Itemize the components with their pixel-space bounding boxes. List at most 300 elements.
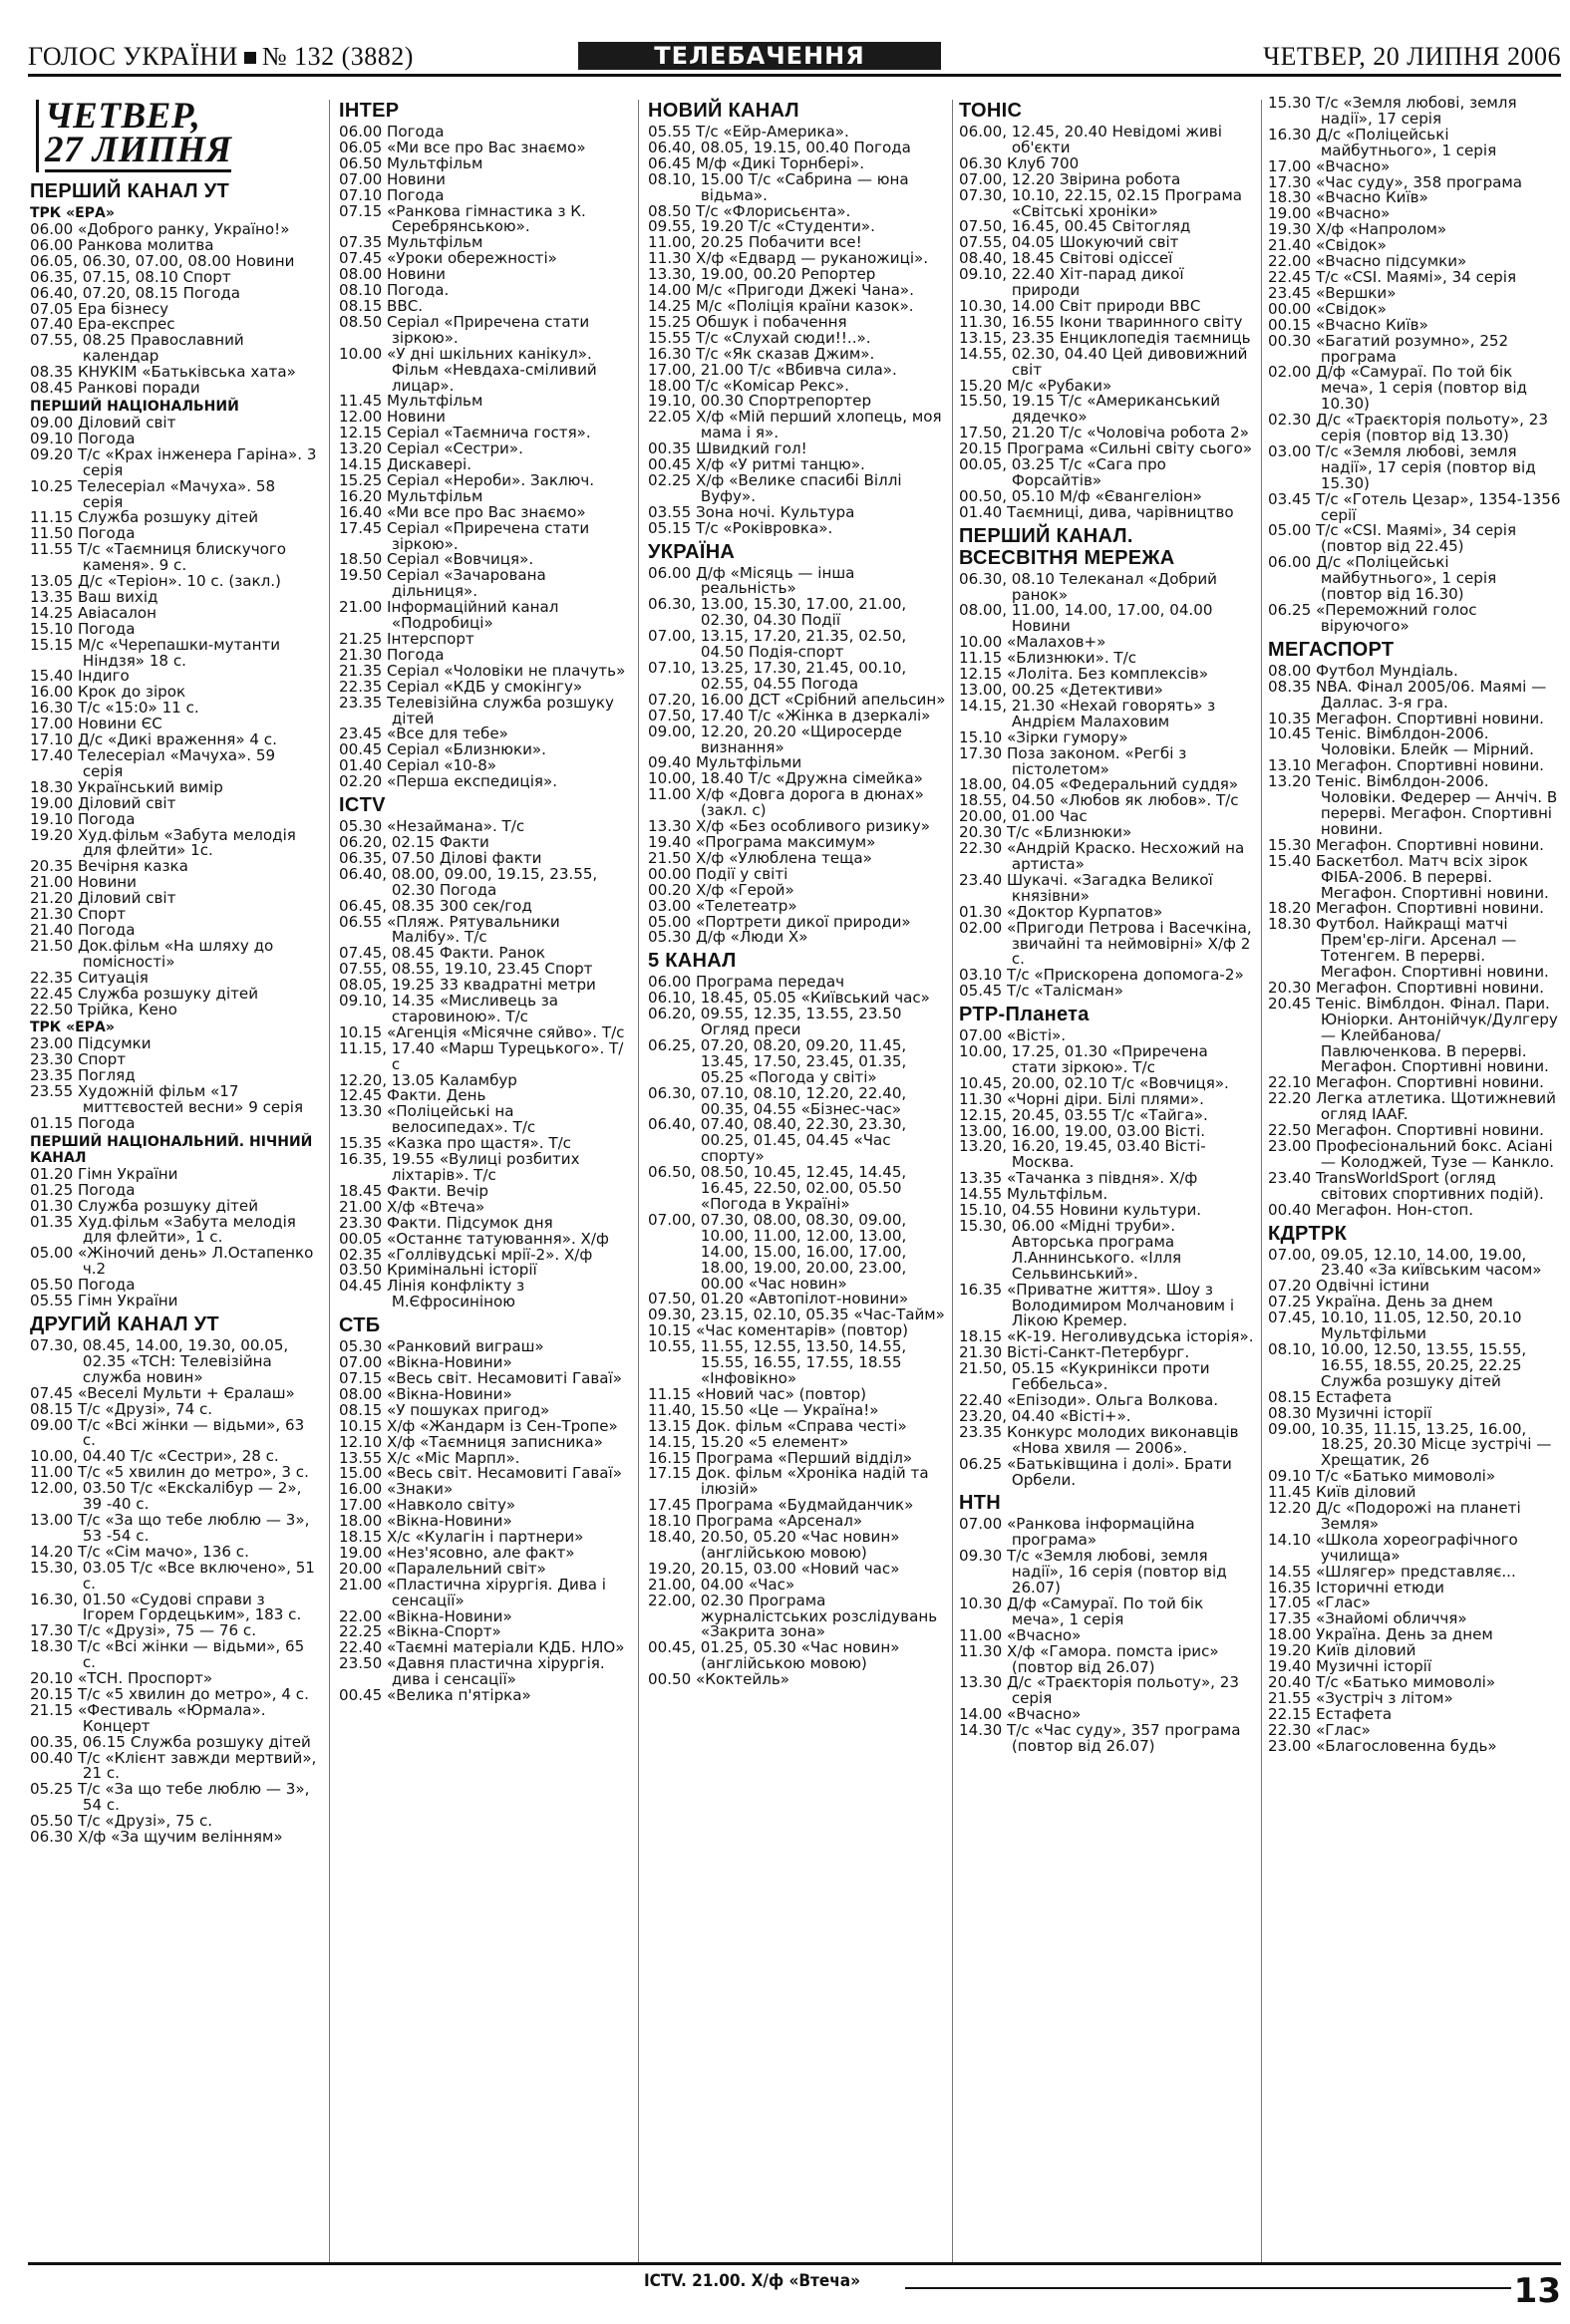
- program-entry: 08.00 Новини: [339, 265, 446, 284]
- program-entry: 21.00 Новини: [30, 873, 137, 892]
- program-entry: 18.10 Програма «Арсенал»: [648, 1512, 863, 1531]
- program-entry: 09.00 Діловий світ: [30, 413, 176, 432]
- program-entry: 06.10, 18.45, 05.05 «Київський час»: [648, 989, 930, 1008]
- channel-subheading: ТРК «ЕРА»: [30, 205, 115, 221]
- program-entry: 13.05 Д/с «Теріон». 10 с. (закл.): [30, 572, 281, 591]
- program-entry: 11.00 Т/с «5 хвилин до метро», 3 с.: [30, 1463, 309, 1482]
- program-entry: 12.15, 20.45, 03.55 Т/с «Тайга».: [959, 1105, 1208, 1124]
- program-entry: 11.30 Х/ф «Едвард — руканожиці».: [648, 249, 929, 268]
- program-entry: 11.30, 16.55 Ікони тваринного світу: [959, 312, 1243, 331]
- program-entry: 06.50, 08.50, 10.45, 12.45, 14.45, 16.45, 22.50, 02.00, 05.50 «Погода в Україні»: [648, 1163, 907, 1213]
- publication-name: ГОЛОС УКРАЇНИ: [28, 42, 238, 71]
- program-entry: 08.35 NBA. Фінал 2005/06. Маямі — Даллас. 3-я гра.: [1268, 677, 1547, 712]
- program-entry: 11.00 Х/ф «Довга дорога в дюнах» (закл. с): [648, 785, 924, 820]
- program-entry: 17.45 Серіал «Приречена стати зіркою».: [339, 518, 590, 553]
- program-entry: 01.30 Служба розшуку дітей: [30, 1196, 259, 1215]
- program-entry: 21.40 «Свідок»: [1268, 236, 1387, 255]
- program-entry: 07.50, 17.40 Т/с «Жінка в дзеркалі»: [648, 706, 931, 725]
- program-entry: 20.30 Мегафон. Спортивні новини.: [1268, 978, 1544, 997]
- program-entry: 13.30 «Поліцейські на велосипедах». Т/с: [339, 1102, 536, 1137]
- program-entry: 07.05 Ера бізнесу: [30, 299, 169, 318]
- program-entry: 11.30 «Чорні діри. Білі плями».: [959, 1089, 1204, 1108]
- channel-heading: ПЕРШИЙ КАНАЛ УТ: [30, 180, 229, 202]
- program-entry: 21.50 Х/ф «Улюблена теща»: [648, 848, 872, 867]
- program-entry: 06.55 «Пляж. Рятувальники Малібу». Т/с: [339, 912, 560, 947]
- program-entry: 21.00 Інформаційний канал «Подробиці»: [339, 598, 559, 633]
- program-entry: 07.00, 09.05, 12.10, 14.00, 19.00, 23.40 «За київським часом»: [1268, 1245, 1542, 1280]
- program-entry: 22.40 «Епізоди». Ольга Волкова.: [959, 1390, 1219, 1409]
- channel-heading: НОВИЙ КАНАЛ: [648, 100, 799, 122]
- program-entry: 01.15 Погода: [30, 1113, 136, 1132]
- program-entry: 17.10 Д/с «Дикі враження» 4 с.: [30, 730, 277, 749]
- program-entry: 10.35 Мегафон. Спортивні новини.: [1268, 709, 1544, 727]
- date-title-weekday: ЧЕТВЕР,: [45, 96, 201, 137]
- program-entry: 00.30 «Багатий розумно», 252 програма: [1268, 331, 1509, 366]
- program-entry: 23.00 Підсумки: [30, 1034, 152, 1053]
- program-entry: 06.00, 12.45, 20.40 Невідомі живі об'єкти: [959, 123, 1222, 156]
- program-entry: 06.30, 07.10, 08.10, 12.20, 22.40, 00.35, 04.55 «Бізнес-час»: [648, 1083, 907, 1118]
- program-entry: 17.30 «Час суду», 358 програма: [1268, 172, 1523, 191]
- program-entry: 05.55 Т/с «Ейр-Америка».: [648, 123, 849, 141]
- program-entry: 12.20 Д/с «Подорожі на планеті Земля»: [1268, 1499, 1521, 1533]
- program-entry: 12.20, 13.05 Каламбур: [339, 1070, 517, 1089]
- program-entry: 15.40 Баскетбол. Матч всіх зірок ФІБА-2006. В перерві. Мегафон. Спортивні новини.: [1268, 851, 1549, 902]
- program-entry: 22.30 «Глас»: [1268, 1720, 1371, 1739]
- program-entry: 18.00, 04.05 «Федеральний суддя»: [959, 775, 1239, 794]
- program-entry: 10.00, 04.40 Т/с «Сестри», 28 с.: [30, 1447, 279, 1466]
- listing-column-3: [648, 96, 947, 1688]
- program-entry: 23.35 Погляд: [30, 1066, 136, 1085]
- program-entry: 13.00, 16.00, 19.00, 03.00 Вісті.: [959, 1121, 1206, 1140]
- program-entry: 22.30 «Андрій Краско. Несхожий на артиста»: [959, 839, 1245, 873]
- program-entry: 14.25 М/с «Поліція країни казок».: [648, 296, 914, 315]
- program-entry: 13.15 Док. фільм «Справа честі»: [648, 1416, 907, 1435]
- program-entry: 04.45 Лінія конфлікту з М.Єфросиніною: [339, 1277, 525, 1311]
- program-entry: 15.25 Обшук і побачення: [648, 312, 847, 331]
- program-entry: 00.40 Т/с «Клієнт завжди мертвий», 21 с.: [30, 1748, 317, 1783]
- program-entry: 22.35 Серіал «КДБ у смокінгу»: [339, 677, 583, 696]
- program-entry: 14.00 «Вчасно»: [959, 1705, 1082, 1724]
- program-entry: 21.00 Х/ф «Втеча»: [339, 1197, 485, 1216]
- program-entry: 18.30 «Вчасно Київ»: [1268, 188, 1428, 207]
- program-entry: 07.35 Мультфільм: [339, 233, 483, 252]
- program-entry: 22.35 Ситуація: [30, 968, 149, 987]
- program-entry: 05.30 «Незаймана». Т/с: [339, 817, 525, 836]
- program-entry: 17.45 Програма «Будмайданчик»: [648, 1496, 914, 1515]
- program-entry: 06.00 Програма передач: [648, 973, 844, 992]
- program-entry: 00.05 «Останнє татуювання». Х/ф: [339, 1229, 609, 1248]
- program-entry: 07.00, 13.15, 17.20, 21.35, 02.50, 04.50 Подія-спорт: [648, 627, 907, 662]
- program-entry: 06.35, 07.15, 08.10 Спорт: [30, 267, 231, 286]
- program-entry: 09.30, 23.15, 02.10, 05.35 «Час-Тайм»: [648, 1306, 945, 1324]
- program-entry: 05.00 «Жіночий день» Л.Остапенко ч.2: [30, 1244, 314, 1279]
- program-entry: 16.30 Т/с «Як сказав Джим».: [648, 344, 875, 363]
- program-entry: 19.40 «Програма максимум»: [648, 832, 876, 851]
- channel-heading: 5 КАНАЛ: [648, 950, 737, 973]
- program-entry: 03.00 Т/с «Земля любові, земля надії», 17 серія (повтор від 15.30): [1268, 441, 1536, 492]
- program-entry: 18.00 Т/с «Комісар Рекс».: [648, 376, 849, 395]
- program-entry: 12.00 Новини: [339, 408, 446, 427]
- program-entry: 06.05, 06.30, 07.00, 08.00 Новини: [30, 251, 295, 270]
- program-entry: 10.30 Д/ф «Самураї. По той бік меча», 1 серія: [959, 1594, 1204, 1628]
- program-entry: 11.00, 20.25 Побачити все!: [648, 233, 862, 252]
- program-entry: 15.10 Погода: [30, 619, 136, 638]
- program-entry: 12.15 «Лоліта. Без комплексів»: [959, 665, 1209, 684]
- listing-column-4: [959, 96, 1256, 1755]
- program-entry: 15.50, 19.15 Т/с «Американський дядечко»: [959, 392, 1221, 427]
- program-entry: 03.50 Кримінальні історії: [339, 1261, 537, 1280]
- program-entry: 07.20 Одвічні істини: [1268, 1277, 1429, 1296]
- program-entry: 05.00 «Портрети дикої природи»: [648, 912, 911, 931]
- program-entry: 19.30 Х/ф «Напролом»: [1268, 220, 1447, 239]
- issue-date: ЧЕТВЕР, 20 ЛИПНЯ 2006: [1263, 42, 1561, 71]
- program-entry: 07.00 Новини: [339, 169, 446, 188]
- program-entry: 16.30 Д/с «Поліцейські майбутнього», 1 серія: [1268, 125, 1497, 159]
- program-entry: 17.00, 21.00 Т/с «Вбивча сила».: [648, 360, 897, 379]
- program-entry: 06.30, 13.00, 15.30, 17.00, 21.00, 02.30, 04.30 Події: [648, 595, 907, 630]
- program-entry: 10.45 Теніс. Вімблдон-2006. Чоловіки. Блейк — Мірний.: [1268, 725, 1534, 759]
- program-entry: 18.00 «Вікна-Новини»: [339, 1512, 512, 1531]
- program-entry: 03.10 Т/с «Прискорена допомога-2»: [959, 966, 1244, 985]
- channel-heading: ТОНІС: [959, 100, 1023, 122]
- program-entry: 08.10, 15.00 Т/с «Сабрина — юна відьма».: [648, 169, 909, 204]
- program-entry: 17.30 Поза законом. «Регбі з пістолетом»: [959, 743, 1187, 778]
- program-entry: 23.50 «Давня пластична хірургія. дива і сенсації»: [339, 1654, 605, 1689]
- program-entry: 01.25 Погода: [30, 1180, 136, 1199]
- program-entry: 23.35 Конкурс молодих виконавців «Нова хвиля — 2006».: [959, 1422, 1239, 1457]
- program-entry: 07.00, 12.20 Звірина робота: [959, 169, 1181, 188]
- program-entry: 05.00 Т/с «CSI. Маямі», 34 серія (повтор від 22.45): [1268, 521, 1517, 556]
- program-entry: 15.10, 04.55 Новини культури.: [959, 1201, 1202, 1220]
- program-entry: 21.00, 04.00 «Час»: [648, 1575, 795, 1594]
- square-bullet-icon: [244, 52, 256, 64]
- program-entry: 17.00 Новини ЄС: [30, 715, 162, 733]
- program-entry: 11.40, 15.50 «Це — Україна!»: [648, 1400, 879, 1419]
- program-entry: 10.15 «Час коментарів» (повтор): [648, 1321, 908, 1340]
- program-entry: 14.15, 21.30 «Нехай говорять» з Андрієм Малаховим: [959, 696, 1216, 730]
- program-entry: 13.20, 16.20, 19.45, 03.40 Вісті-Москва.: [959, 1137, 1206, 1172]
- page-number: 13: [1513, 2271, 1561, 2311]
- program-entry: 06.40, 07.40, 08.40, 22.30, 23.30, 00.25, 01.45, 04.45 «Час спорту»: [648, 1115, 907, 1166]
- program-entry: 12.10 Х/ф «Таємниця записника»: [339, 1432, 603, 1451]
- program-entry: 07.00, 07.30, 08.00, 08.30, 09.00, 10.00, 11.00, 12.00, 13.00, 14.00, 15.00, 16.00, 17.00, 18.00, 19.00, 20.00, 23.00, 00.00 «Час новин»: [648, 1210, 907, 1293]
- program-entry: 06.20, 02.15 Факти: [339, 832, 489, 851]
- program-entry: 08.45 Ранкові поради: [30, 379, 200, 398]
- program-entry: 10.00, 18.40 Т/с «Дружна сімейка»: [648, 769, 923, 788]
- publication-info: [28, 42, 414, 72]
- program-entry: 23.20, 04.40 «Вісті+».: [959, 1406, 1131, 1425]
- program-entry: 22.45 Т/с «CSI. Маямі», 34 серія: [1268, 267, 1517, 286]
- program-entry: 21.15 «Фестиваль «Юрмала». Концерт: [30, 1700, 266, 1735]
- program-entry: 22.20 Легка атлетика. Щотижневий огляд IAAF.: [1268, 1089, 1556, 1124]
- program-entry: 19.00 Діловий світ: [30, 793, 176, 812]
- program-entry: 06.35, 07.50 Ділові факти: [339, 848, 542, 867]
- program-entry: 17.00 «Навколо світу»: [339, 1496, 516, 1515]
- program-entry: 21.50 Док.фільм «На шляху до помісності»: [30, 936, 274, 971]
- program-entry: 15.10 «Зірки гумору»: [959, 727, 1128, 746]
- program-entry: 13.35 «Тачанка з півдня». Х/ф: [959, 1169, 1198, 1188]
- program-entry: 23.45 «Вершки»: [1268, 283, 1397, 302]
- program-entry: 19.20, 20.15, 03.00 «Новий час»: [648, 1559, 900, 1578]
- listing-column-2: [339, 96, 628, 1704]
- program-entry: 13.35 Ваш вихід: [30, 587, 158, 606]
- channel-heading: РТР-Планета: [959, 1004, 1090, 1026]
- program-entry: 17.50, 21.20 Т/с «Чоловіча робота 2»: [959, 424, 1250, 442]
- program-entry: 06.20, 09.55, 12.35, 13.55, 23.50 Огляд преси: [648, 1005, 902, 1039]
- program-entry: 23.35 Телевізійна служба розшуку дітей: [339, 693, 614, 727]
- program-entry: 15.30, 06.00 «Мідні труби». Авторська програма Л.Аннинського. «Ілля Сельвинський».: [959, 1217, 1182, 1283]
- channel-heading: ІНТЕР: [339, 100, 400, 122]
- program-entry: 17.35 «Знайомі обличчя»: [1268, 1609, 1467, 1628]
- program-entry: 20.15 Програма «Сильні світу сього»: [959, 439, 1253, 458]
- program-entry: 08.50 Т/с «Флорисьєнта».: [648, 201, 851, 220]
- program-entry: 08.00, 11.00, 14.00, 17.00, 04.00 Новини: [959, 601, 1213, 636]
- program-entry: 12.15 Серіал «Таємнича гостя».: [339, 424, 591, 442]
- channel-subheading: ТРК «ЕРА»: [30, 1019, 115, 1036]
- program-entry: 02.25 Х/ф «Велике спасибі Віллі Вуфу».: [648, 470, 902, 505]
- program-entry: 22.15 Естафета: [1268, 1704, 1393, 1723]
- program-entry: 08.35 КНУКІМ «Батьківська хата»: [30, 363, 296, 382]
- program-entry: 05.50 Погода: [30, 1276, 136, 1295]
- program-entry: 07.55, 08.55, 19.10, 23.45 Спорт: [339, 960, 593, 979]
- program-entry: 22.50 Мегафон. Спортивні новини.: [1268, 1121, 1544, 1140]
- program-entry: 11.15 «Новий час» (повтор): [648, 1384, 867, 1403]
- program-entry: 21.40 Погода: [30, 920, 136, 939]
- program-entry: 16.00 Крок до зірок: [30, 683, 186, 702]
- program-entry: 15.55 Т/с «Слухай сюди!!..».: [648, 328, 871, 347]
- program-entry: 22.10 Мегафон. Спортивні новини.: [1268, 1073, 1544, 1092]
- footer-rule: [905, 2287, 1511, 2289]
- program-entry: 06.00 Ранкова молитва: [30, 235, 214, 254]
- program-entry: 06.25 «Батьківщина і долі». Брати Орбели.: [959, 1454, 1232, 1489]
- program-entry: 00.35, 06.15 Служба розшуку дітей: [30, 1732, 311, 1751]
- program-entry: 21.25 Інтерспорт: [339, 630, 474, 648]
- program-entry: 11.15 Служба розшуку дітей: [30, 508, 259, 527]
- program-entry: 17.15 Док. фільм «Хроніка надій та ілюзій»: [648, 1464, 929, 1499]
- program-entry: 07.00 «Вікна-Новини»: [339, 1353, 512, 1372]
- program-entry: 07.50, 01.20 «Автопілот-новини»: [648, 1290, 909, 1308]
- program-entry: 05.25 Т/с «За що тебе люблю — 3», 54 с.: [30, 1780, 310, 1815]
- program-entry: 20.45 Теніс. Вімблдон. Фінал. Пари. Юніорки. Антонійчук/Дулгеру — Клейбанова/Павлюченкова. В перерві. Мегафон. Спортивні новини.: [1268, 994, 1558, 1076]
- program-entry: 09.00 Т/с «Всі жінки — відьми», 63 с.: [30, 1415, 305, 1450]
- program-entry: 23.00 Професіональний бокс. Асіані — Колоджей, Тузе — Канкло.: [1268, 1137, 1555, 1171]
- program-entry: 06.40, 07.20, 08.15 Погода: [30, 283, 241, 302]
- program-entry: 14.55 Мультфільм.: [959, 1185, 1108, 1204]
- program-entry: 06.30, 08.10 Телеканал «Добрий ранок»: [959, 569, 1217, 604]
- date-title-day: 27 ЛИПНЯ: [45, 130, 232, 170]
- program-entry: 14.55, 02.30, 04.40 Цей дивовижний світ: [959, 344, 1248, 379]
- program-entry: 10.00 «У дні шкільних канікул». Фільм «Невдаха-сміливий лицар».: [339, 344, 597, 395]
- program-entry: 15.30 Мегафон. Спортивні новини.: [1268, 835, 1544, 854]
- program-entry: 02.00 Д/ф «Самураї. По той бік меча», 1 серія (повтор від 10.30): [1268, 363, 1527, 414]
- program-entry: 07.45, 08.45 Факти. Ранок: [339, 944, 545, 963]
- program-entry: 00.00 «Свідок»: [1268, 299, 1387, 318]
- program-entry: 11.30 Х/ф «Гамора. помста ірис» (повтор від 26.07): [959, 1641, 1219, 1676]
- program-entry: 15.00 «Весь світ. Несамовиті Гаваї»: [339, 1464, 622, 1483]
- program-entry: 06.05 «Ми все про Вас знаємо»: [339, 138, 586, 156]
- program-entry: 10.25 Телесеріал «Мачуха». 58 серія: [30, 476, 276, 511]
- program-entry: 05.45 Т/с «Талісман»: [959, 982, 1123, 1001]
- program-entry: 06.25 «Переможний голос віруючого»: [1268, 601, 1477, 635]
- program-entry: 02.20 «Перша експедиція».: [339, 772, 557, 791]
- date-title: [36, 96, 319, 172]
- program-entry: 20.10 «ТСН. Проспорт»: [30, 1669, 213, 1688]
- program-entry: 11.15, 17.40 «Марш Турецького». Т/с: [339, 1038, 624, 1073]
- program-entry: 19.00 «Вчасно»: [1268, 204, 1391, 223]
- program-entry: 05.55 Гімн України: [30, 1292, 178, 1310]
- program-entry: 07.45, 10.10, 11.05, 12.50, 20.10 Мультфільми: [1268, 1308, 1522, 1343]
- program-entry: 12.00, 03.50 Т/с «Ексkалібур — 2», 39 -40 с.: [30, 1479, 302, 1514]
- program-entry: 09.00, 10.35, 11.15, 13.25, 16.00, 18.25, 20.30 Місце зустрічі —Хрещатик, 26: [1268, 1419, 1552, 1470]
- program-entry: 08.05, 19.25 33 квадратні метри: [339, 976, 596, 995]
- program-entry: 16.30, 01.50 «Судові справи з Ігорем Гордецьким», 183 с.: [30, 1590, 302, 1624]
- program-entry: 08.40, 18.45 Світові одіссеї: [959, 249, 1173, 268]
- program-entry: 09.55, 19.20 Т/с «Студенти».: [648, 217, 875, 236]
- column-divider: [638, 100, 639, 2262]
- program-entry: 22.00 «Вчасно підсумки»: [1268, 252, 1467, 271]
- program-entry: 07.45 «Веселі Мульти + Єралаш»: [30, 1383, 295, 1402]
- program-entry: 00.20 Х/ф «Герой»: [648, 880, 794, 899]
- program-entry: 14.30 Т/с «Час суду», 357 програма (повтор від 26.07): [959, 1721, 1241, 1756]
- program-entry: 19.40 Музичні історії: [1268, 1657, 1432, 1676]
- program-entry: 22.05 Х/ф «Мій перший хлопець, моя мама і я».: [648, 408, 942, 442]
- program-entry: 22.45 Служба розшуку дітей: [30, 984, 259, 1003]
- channel-heading: КДРТРК: [1268, 1222, 1348, 1245]
- program-entry: 11.45 Мультфільм: [339, 392, 483, 411]
- program-entry: 13.30 Х/ф «Без особливого ризику»: [648, 817, 930, 836]
- program-entry: 15.25 Серіал «Нероби». Заключ.: [339, 470, 595, 489]
- program-entry: 07.55, 08.25 Православний календар: [30, 331, 244, 366]
- program-entry: 00.45 Х/ф «У ритмі танцю».: [648, 455, 865, 474]
- program-entry: 12.45 Факти. День: [339, 1086, 486, 1105]
- program-entry: 01.30 «Доктор Курпатов»: [959, 902, 1163, 921]
- program-entry: 09.10 Т/с «Батько мимоволі»: [1268, 1467, 1496, 1486]
- program-entry: 01.40 Серіал «10-8»: [339, 756, 497, 775]
- program-entry: 13.00, 00.25 «Детективи»: [959, 681, 1163, 699]
- program-entry: 10.15 Х/ф «Жандарм із Сен-Тропе»: [339, 1416, 618, 1435]
- program-entry: 06.50 Мультфільм: [339, 153, 483, 172]
- program-entry: 17.05 «Глас»: [1268, 1594, 1371, 1612]
- program-entry: 11.00 «Вчасно»: [959, 1625, 1082, 1644]
- program-entry: 22.40 «Таємні матеріали КДБ. НЛО»: [339, 1638, 625, 1657]
- program-entry: 15.20 М/с «Рубаки»: [959, 376, 1112, 395]
- program-entry: 06.45, 08.35 300 сек/год: [339, 896, 532, 915]
- program-entry: 06.00 Д/ф «Місяць — інша реальність»: [648, 563, 855, 598]
- program-entry: 18.15 «К-19. Неголивудська історія».: [959, 1327, 1254, 1346]
- program-entry: 06.30 Клуб 700: [959, 153, 1080, 172]
- program-entry: 09.30 Т/с «Земля любові, земля надії», 16 серія (повтор від 26.07): [959, 1547, 1227, 1598]
- program-entry: 18.40, 20.50, 05.20 «Час новин» (англійською мовою): [648, 1528, 900, 1562]
- program-entry: 07.55, 04.05 Шокуючий світ: [959, 233, 1179, 252]
- program-entry: 13.15, 23.35 Енциклопедія таємниць: [959, 328, 1251, 347]
- listing-column-1: [30, 96, 319, 1846]
- program-entry: 21.00 «Пластична хірургія. Дива і сенсації»: [339, 1575, 606, 1609]
- program-entry: 00.45, 01.25, 05.30 «Час новин» (англійською мовою): [648, 1638, 900, 1673]
- program-entry: 21.30 Погода: [339, 645, 445, 664]
- program-entry: 07.45 «Уроки обережності»: [339, 249, 557, 268]
- program-entry: 14.55 «Шлягер» представляє...: [1268, 1562, 1516, 1581]
- program-entry: 16.35 Історичні етюди: [1268, 1578, 1444, 1597]
- program-entry: 09.20 Т/с «Крах інженера Гаріна». 3 серія: [30, 444, 317, 479]
- program-entry: 19.20 Худ.фільм «Забута мелодія для флейти» 1с.: [30, 825, 296, 860]
- channel-heading: УКРАЇНА: [648, 540, 736, 563]
- program-entry: 18.20 Мегафон. Спортивні новини.: [1268, 899, 1544, 918]
- program-entry: 14.20 Т/с «Сім мачо», 136 с.: [30, 1542, 249, 1561]
- program-entry: 16.35, 19.55 «Вулиці розбитих ліхтарів». Т/с: [339, 1150, 580, 1184]
- program-entry: 06.40, 08.00, 09.00, 19.15, 23.55, 02.30 Погода: [339, 864, 598, 899]
- program-entry: 16.00 «Знаки»: [339, 1480, 454, 1499]
- program-entry: 09.10, 14.35 «Мисливець за старовиною». Т/с: [339, 992, 559, 1025]
- program-entry: 06.30 Х/ф «За щучим велінням»: [30, 1828, 283, 1847]
- program-entry: 10.55, 11.55, 12.55, 13.50, 14.55, 15.55, 16.55, 17.55, 18.55 «Інфовікно»: [648, 1337, 907, 1387]
- program-entry: 08.15 «У пошуках пригод»: [339, 1400, 550, 1419]
- program-entry: 18.45 Факти. Вечір: [339, 1181, 488, 1200]
- program-entry: 09.40 Мультфільми: [648, 753, 802, 772]
- program-entry: 06.00 Погода: [339, 123, 445, 141]
- program-entry: 16.30 Т/с «15:0» 11 с.: [30, 699, 199, 718]
- program-entry: 08.00 Футбол Мундіаль.: [1268, 661, 1458, 680]
- program-entry: 18.50 Серіал «Вовчиця».: [339, 550, 534, 569]
- program-entry: 23.55 Художній фільм «17 миттєвостей весни» 9 серія: [30, 1082, 304, 1117]
- channel-subheading: ПЕРШИЙ НАЦІОНАЛЬНИЙ. НІЧНИЙ КАНАЛ: [30, 1133, 313, 1166]
- program-entry: 01.20 Гімн України: [30, 1164, 178, 1183]
- program-entry: 08.15 ВВС.: [339, 296, 424, 315]
- channel-subheading: ПЕРШИЙ НАЦІОНАЛЬНИЙ: [30, 398, 239, 415]
- program-entry: 18.00 Україна. День за днем: [1268, 1625, 1493, 1644]
- column-divider: [329, 100, 330, 2262]
- program-entry: 14.15 Дискавері.: [339, 455, 472, 474]
- program-entry: 14.10 «Школа хореографічного училища»: [1268, 1530, 1518, 1565]
- program-entry: 21.35 Серіал «Чоловіки не плачуть»: [339, 661, 626, 680]
- program-entry: 07.30, 10.10, 22.15, 02.15 Програма «Світські хроніки»: [959, 185, 1242, 220]
- program-entry: 00.35 Швидкий гол!: [648, 439, 807, 458]
- program-entry: 09.00, 12.20, 20.20 «Щиросерде визнання»: [648, 722, 902, 756]
- program-entry: 19.10, 00.30 Спортрепортер: [648, 392, 872, 411]
- program-entry: 08.00 «Вікна-Новини»: [339, 1384, 512, 1403]
- program-entry: 19.20 Київ діловий: [1268, 1641, 1416, 1660]
- program-entry: 18.30 Футбол. Найкращі матчі Прем'єр-ліги. Арсенал — Тотенгем. В перерві. Мегафон. Спортивні новини.: [1268, 915, 1549, 982]
- program-entry: 15.30, 03.05 Т/с «Все включено», 51 с.: [30, 1558, 315, 1593]
- program-entry: 18.30 Український вимір: [30, 777, 223, 796]
- program-entry: 00.00 Події у світі: [648, 864, 788, 883]
- program-entry: 13.20 Теніс. Вімблдон-2006. Чоловіки. Федерер — Анчіч. В перерві. Мегафон. Спортивні новини.: [1268, 772, 1558, 838]
- column-divider: [952, 100, 953, 2262]
- program-entry: 07.15 «Ранкова гімнастика з К. Серебрянською».: [339, 201, 586, 236]
- program-entry: 07.50, 16.45, 00.45 Світогляд: [959, 217, 1191, 236]
- program-entry: 13.00 Т/с «За що тебе люблю — 3», 53 -54 с.: [30, 1510, 310, 1545]
- program-entry: 08.15 Т/с «Друзі», 74 с.: [30, 1399, 213, 1418]
- channel-heading: ПЕРШИЙ КАНАЛ. ВСЕСВІТНЯ МЕРЕЖА: [959, 524, 1175, 569]
- program-entry: 20.30 Т/с «Близнюки»: [959, 823, 1132, 842]
- program-entry: 03.00 «Телетеатр»: [648, 896, 797, 915]
- program-entry: 06.25, 07.20, 08.20, 09.20, 11.45, 13.45, 17.50, 23.45, 01.35, 05.25 «Погода у світі»: [648, 1035, 907, 1086]
- program-entry: 23.40 TransWorldSport (огляд світових спортивних подій).: [1268, 1168, 1544, 1203]
- program-entry: 23.30 Факти. Підсумок дня: [339, 1213, 553, 1232]
- channel-heading: ICTV: [339, 794, 386, 817]
- program-entry: 11.15 «Близнюки». Т/с: [959, 649, 1137, 668]
- program-entry: 10.30, 14.00 Світ природи ВВС: [959, 296, 1201, 315]
- program-entry: 20.00, 01.00 Час: [959, 807, 1088, 826]
- program-entry: 23.40 Шукачі. «Загадка Великої князівни»: [959, 870, 1213, 905]
- program-entry: 18.55, 04.50 «Любов як любов». Т/с: [959, 791, 1239, 810]
- program-entry: 07.10, 13.25, 17.30, 21.45, 00.10, 02.55, 04.55 Погода: [648, 659, 907, 693]
- program-entry: 13.30 Д/с «Траєкторія польоту», 23 серія: [959, 1673, 1239, 1708]
- program-entry: 01.35 Худ.фільм «Забута мелодія для флейти», 1 с.: [30, 1212, 296, 1247]
- program-entry: 21.55 «Зустріч з літом»: [1268, 1688, 1453, 1707]
- page-footer: [28, 2262, 1561, 2311]
- column-divider: [1261, 100, 1262, 2262]
- program-entry: 05.30 «Ранковий виграш»: [339, 1337, 544, 1356]
